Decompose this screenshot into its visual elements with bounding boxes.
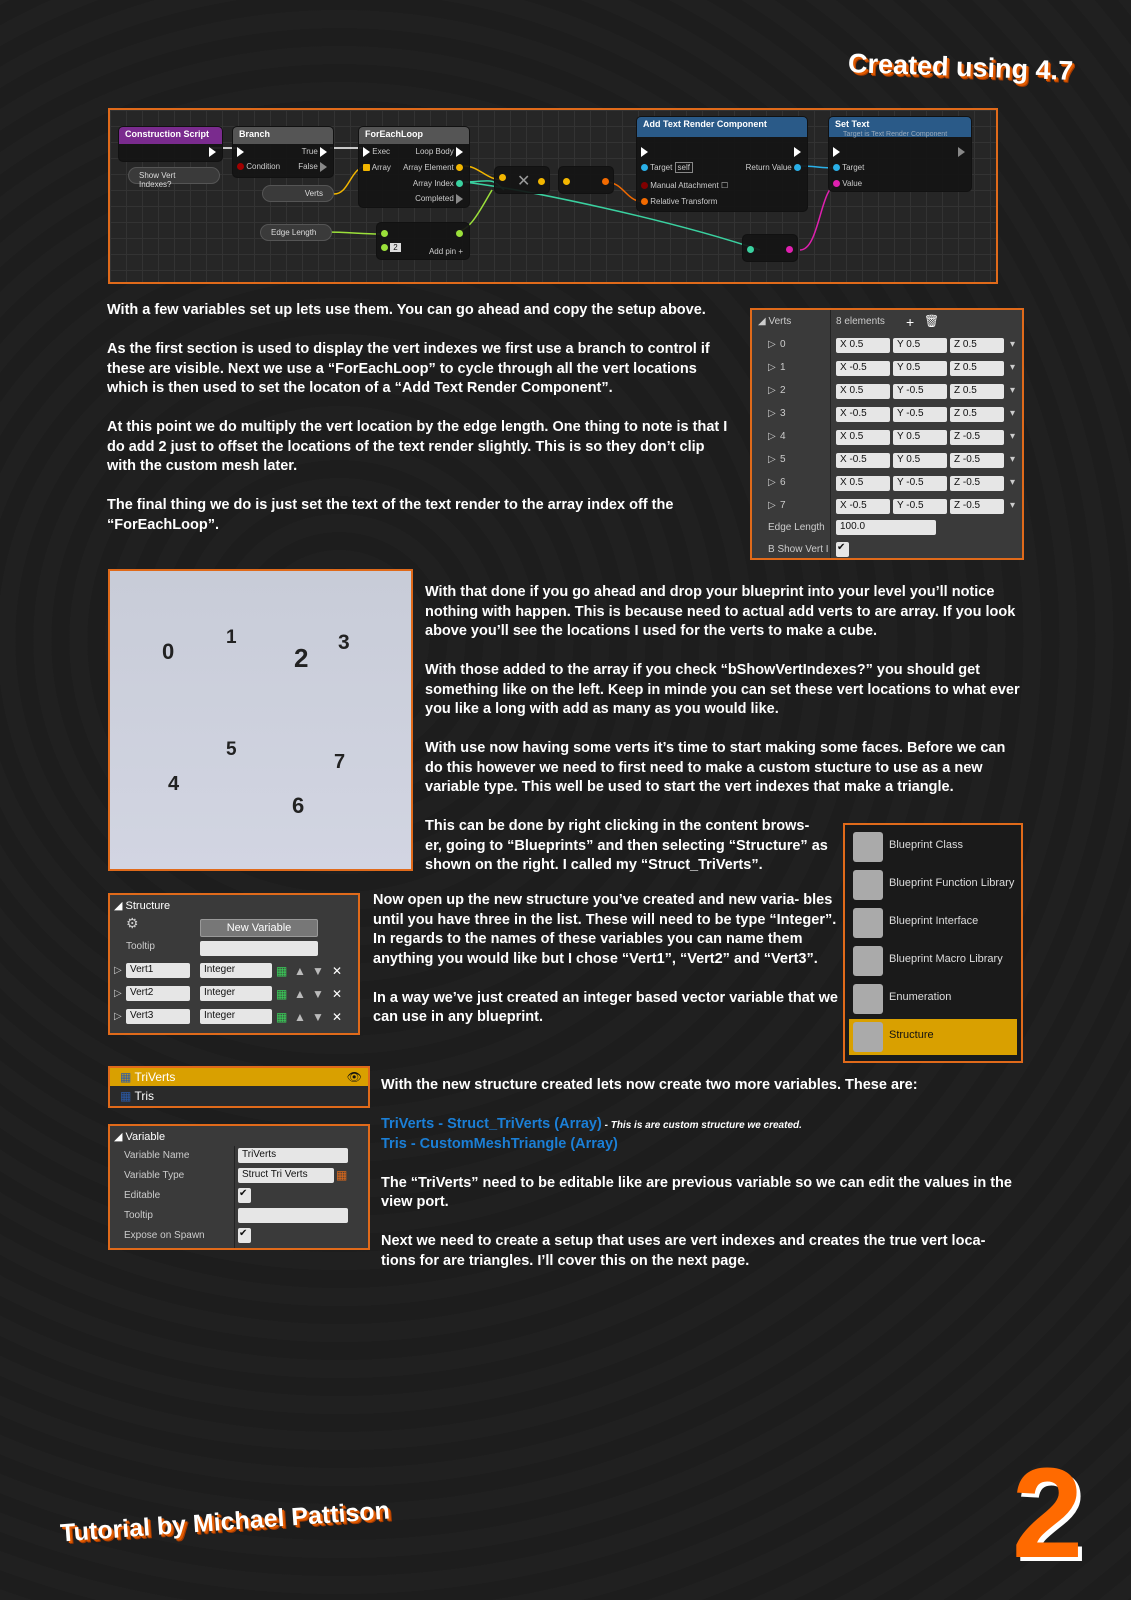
vert-z-field[interactable]	[950, 338, 1004, 353]
move-down-icon[interactable]: ▼	[312, 987, 324, 1001]
vert-x-field[interactable]	[836, 476, 890, 491]
vert-x-field[interactable]	[836, 384, 890, 399]
struct-var-type-label: Integer	[204, 964, 236, 975]
axis-label: Y	[897, 362, 907, 373]
foreachloop-node[interactable]	[358, 126, 470, 208]
vert-z-value: -0.5	[962, 477, 981, 488]
vert-index-label: 2	[294, 643, 309, 673]
expand-icon[interactable]: ▷	[768, 500, 776, 511]
struct-var-name[interactable]: Vert1	[126, 963, 190, 978]
dropdown-icon[interactable]: ▾	[1010, 454, 1016, 465]
add-pin-label[interactable]: Add pin	[428, 247, 457, 256]
intro-paragraph-2: As the first section is used to display the vert indexes we first use a branch to control if these are visible. Next we use a “ForEachLoop” to cycle through all the vert locations which is then used to set the locaton of a “Add Text Render Component”.	[107, 341, 710, 396]
array-icon[interactable]: ▦	[276, 987, 288, 1001]
axis-label: X	[840, 500, 850, 511]
add-text-render-title: Add Text Render Component	[637, 117, 807, 137]
new-variable-button[interactable]: New Variable	[200, 919, 318, 937]
menu-item-label: Blueprint Function Library	[889, 877, 1015, 889]
vert-z-field[interactable]	[950, 384, 1004, 399]
edge-length-label: Edge Length	[768, 522, 825, 533]
edge-length-var[interactable]: Edge Length	[260, 224, 332, 241]
foreach-completed-label: Completed	[415, 194, 454, 204]
axis-label: Z	[954, 477, 963, 488]
axis-label: Z	[954, 408, 963, 419]
to-text-node[interactable]	[742, 234, 798, 262]
move-down-icon[interactable]: ▼	[312, 1010, 324, 1024]
menu-item-label: Blueprint Class	[889, 839, 963, 851]
foreach-array-label: Array	[371, 163, 391, 172]
delete-icon[interactable]: ✕	[332, 987, 343, 1001]
expand-icon[interactable]: ▷	[768, 362, 776, 373]
vert-y-field[interactable]	[893, 499, 947, 514]
expand-icon[interactable]: ▷	[768, 477, 776, 488]
trash-icon[interactable]: 🗑	[924, 314, 940, 328]
vert-x-field[interactable]	[836, 407, 890, 422]
vert-z-value: -0.5	[962, 500, 981, 511]
dropdown-icon[interactable]: ▾	[1010, 385, 1016, 396]
vert-index: 2	[780, 385, 786, 396]
variable-row-label: Editable	[124, 1190, 161, 1201]
gear-icon: ⚙	[126, 915, 139, 931]
vert-index: 7	[780, 500, 786, 511]
menu-item-label: Blueprint Interface	[889, 915, 979, 927]
vert-y-value: 0.5	[906, 362, 921, 373]
triverts-line: TriVerts - Struct_TriVerts (Array)	[381, 1116, 602, 1132]
atr-manual-attachment-label: Manual Attachment	[650, 181, 719, 190]
structure-text	[373, 891, 838, 1047]
triverts-label: TriVerts	[134, 1070, 176, 1084]
final-text	[381, 1076, 1021, 1291]
axis-label: X	[840, 408, 850, 419]
vert-y-field[interactable]	[893, 476, 947, 491]
variable-row-label: Tooltip	[124, 1210, 153, 1221]
structure-title: Structure	[125, 900, 171, 912]
vert-row	[752, 336, 1022, 358]
vert-row	[752, 451, 1022, 473]
vert-row	[752, 497, 1022, 519]
expand-icon[interactable]: ▷	[768, 385, 776, 396]
vert-index: 1	[780, 362, 786, 373]
dropdown-icon[interactable]: ▾	[1010, 500, 1016, 511]
vert-x-value: -0.5	[849, 454, 867, 465]
menu-item[interactable]	[849, 981, 1017, 1017]
variable-row-label: Variable Type	[124, 1170, 185, 1181]
variable-row-field[interactable]: Struct Tri Verts	[238, 1168, 334, 1183]
set-text-node[interactable]	[828, 116, 972, 192]
vert-z-value: 0.5	[962, 362, 977, 373]
verts-count: 8 elements	[836, 316, 885, 327]
structure-panel	[108, 893, 360, 1035]
vert-y-value: -0.5	[906, 477, 924, 488]
exec-out-icon	[209, 147, 216, 157]
variable-title: Variable	[125, 1131, 166, 1143]
show-vert-checkbox[interactable]: ✔	[836, 542, 849, 557]
vert-index-label: 1	[226, 627, 237, 648]
struct-var-type-label: Integer	[204, 987, 236, 998]
structure-icon	[853, 1022, 883, 1052]
struct-var-name[interactable]: Vert3	[126, 1009, 190, 1024]
vert-z-value: 0.5	[962, 408, 977, 419]
construction-script-title: Construction Script	[119, 127, 222, 144]
axis-label: Z	[954, 339, 963, 350]
foreach-loop-body-label: Loop Body	[415, 147, 454, 157]
variable-item-triverts[interactable]	[110, 1068, 368, 1086]
vert-index-label: 4	[168, 773, 180, 795]
verts-label: Verts	[768, 316, 792, 327]
variable-row-field[interactable]: TriVerts	[238, 1148, 348, 1163]
final-paragraph-1: With the new structure created lets now create two more variables. These are:	[381, 1077, 918, 1093]
add-text-render-node[interactable]: Add Text Render Component Target self Manual Attachment ☐ Relative Transform Return Value	[636, 116, 808, 212]
axis-label: X	[840, 362, 850, 373]
vert-index: 4	[780, 431, 786, 442]
blueprint-graph	[108, 108, 998, 284]
middle-paragraph-4: This can be done by right clicking in the content brows- er, going to “Blueprints” and then selecting “Structure” as shown on the right. I called my “Struct_TriVerts”.	[425, 818, 828, 873]
middle-paragraph-3: With use now having some verts it’s time to start making some faces. Before we can do this however we need to first need to make a custom stucture to use as a new variable type. This well be used to start the vert indexes that make a triangle.	[425, 740, 1006, 795]
verts-details-panel	[750, 308, 1024, 560]
array-icon[interactable]: ▦	[276, 1010, 288, 1024]
foreach-array-index-label: Array Index	[412, 179, 454, 188]
structure-title-row: ◢ Structure	[114, 900, 171, 912]
set-text-target-label: Target	[842, 163, 865, 172]
menu-item-label: Blueprint Macro Library	[889, 953, 1003, 965]
array-icon[interactable]: ▦	[276, 964, 288, 978]
vert-z-field[interactable]	[950, 476, 1004, 491]
vert-index-label: 7	[334, 751, 346, 773]
enumeration-icon	[853, 984, 883, 1014]
vert-x-value: -0.5	[849, 408, 867, 419]
move-up-icon[interactable]: ▲	[294, 987, 306, 1001]
variable-checkbox[interactable]: ✔	[238, 1188, 251, 1203]
intro-paragraph-1: With a few variables set up lets use them. You can go ahead and copy the setup above.	[107, 302, 706, 318]
expand-icon[interactable]: ▷	[768, 339, 776, 350]
vert-y-value: -0.5	[906, 385, 924, 396]
axis-label: Z	[954, 500, 963, 511]
vert-z-value: -0.5	[962, 431, 981, 442]
vert-y-value: 0.5	[906, 339, 921, 350]
middle-paragraph-1: With that done if you go ahead and drop your blueprint into your level you’ll notice nothing with happen. This is because need to actual add verts to are array. If you look above you’ll see the locations I used for the verts to make a cube.	[425, 584, 1016, 639]
dropdown-icon[interactable]: ▾	[1010, 431, 1016, 442]
vert-z-field[interactable]	[950, 430, 1004, 445]
move-up-icon[interactable]: ▲	[294, 964, 306, 978]
final-paragraph-2: The “TriVerts” need to be editable like are previous variable so we can edit the values in the view port.	[381, 1174, 1012, 1210]
intro-paragraph-4: The final thing we do is just set the text of the text render to the array index off the “ForEachLoop”.	[107, 497, 674, 533]
menu-item[interactable]	[849, 867, 1017, 903]
variable-row-label: Variable Name	[124, 1150, 190, 1161]
vert-z-field[interactable]	[950, 407, 1004, 422]
vert-index: 3	[780, 408, 786, 419]
axis-label: Z	[954, 454, 963, 465]
vert-index: 5	[780, 454, 786, 465]
axis-label: X	[840, 454, 850, 465]
delete-icon[interactable]: ✕	[332, 1010, 343, 1024]
vert-x-value: 0.5	[849, 385, 864, 396]
show-vert-label: B Show Vert I	[768, 544, 829, 555]
vert-x-value: -0.5	[849, 500, 867, 511]
vert-y-value: 0.5	[906, 431, 921, 442]
show-vert-indexes-var[interactable]: Show Vert Indexes?	[128, 167, 220, 184]
expand-icon[interactable]: ▷	[768, 454, 776, 465]
verts-var[interactable]: Verts	[262, 185, 334, 202]
struct-var-name[interactable]: Vert2	[126, 986, 190, 1001]
axis-label: Y	[897, 408, 907, 419]
dropdown-icon[interactable]: ▾	[1010, 477, 1016, 488]
vert-y-value: 0.5	[906, 454, 921, 465]
vert-x-field[interactable]	[836, 361, 890, 376]
axis-label: Z	[954, 362, 963, 373]
variable-item-tris[interactable]	[110, 1087, 368, 1105]
macro-library-icon	[853, 946, 883, 976]
menu-item[interactable]	[849, 829, 1017, 865]
expand-icon[interactable]: ▷	[114, 988, 122, 999]
multiply-node[interactable]: ✕	[494, 166, 550, 194]
axis-label: X	[840, 431, 850, 442]
variable-list	[108, 1066, 370, 1108]
vert-index: 0	[780, 339, 786, 350]
vert-y-field[interactable]	[893, 430, 947, 445]
vert-x-field[interactable]	[836, 430, 890, 445]
intro-paragraph-3: At this point we do multiply the vert location by the edge length. One thing to note is that I do add 2 just to offset the locations of the text render slightly. This is so they don’t clip with the custom mesh later.	[107, 419, 728, 474]
atr-relative-transform-label: Relative Transform	[650, 197, 718, 206]
tris-label: Tris	[134, 1089, 155, 1103]
vert-x-value: 0.5	[849, 431, 864, 442]
content-browser-menu	[843, 823, 1023, 1063]
vert-row	[752, 428, 1022, 450]
vert-x-field[interactable]	[836, 338, 890, 353]
vert-z-field[interactable]	[950, 499, 1004, 514]
vert-z-value: 0.5	[962, 385, 977, 396]
vert-row	[752, 359, 1022, 381]
menu-item[interactable]	[849, 943, 1017, 979]
axis-label: Z	[954, 431, 963, 442]
variable-row-label: Expose on Spawn	[124, 1230, 205, 1241]
array-icon[interactable]: ▦	[336, 1168, 348, 1182]
vert-row	[752, 405, 1022, 427]
struct-var-type[interactable]	[200, 986, 272, 1001]
author-credit: Tutorial by Michael Pattison	[59, 1496, 391, 1548]
vert-index-label: 0	[162, 639, 175, 664]
menu-item-label: Structure	[889, 1029, 934, 1041]
variable-row-field[interactable]	[238, 1208, 348, 1223]
edge-length-field[interactable]: 100.0	[836, 520, 936, 535]
created-using-title: Created using 4.7	[847, 48, 1074, 86]
axis-label: Y	[897, 454, 907, 465]
struct-var-type[interactable]	[200, 963, 272, 978]
axis-label: X	[840, 477, 850, 488]
viewport-image	[108, 569, 413, 871]
grid-icon: ▦	[120, 1070, 132, 1084]
page-number: 2	[1011, 1442, 1083, 1585]
vert-index-label: 3	[338, 631, 350, 654]
variable-title-row: ◢ Variable	[114, 1131, 166, 1143]
axis-label: Y	[897, 431, 907, 442]
vert-y-field[interactable]	[893, 407, 947, 422]
middle-paragraph-2: With those added to the array if you check “bShowVertIndexes?” you should get something like on the left. Keep in minde you can set these vert locations to what ever you like a long with add as many as you would like.	[425, 662, 1020, 717]
expand-icon[interactable]: ▷	[114, 1011, 122, 1022]
eye-icon[interactable]: 👁	[346, 1070, 362, 1084]
vert-row	[752, 382, 1022, 404]
axis-label: Z	[954, 385, 963, 396]
axis-label: Y	[897, 385, 907, 396]
menu-item-label: Enumeration	[889, 991, 952, 1003]
axis-label: Y	[897, 477, 907, 488]
struct-var-type-label: Integer	[204, 1010, 236, 1021]
branch-node[interactable]	[232, 126, 334, 178]
branch-condition-label: Condition	[246, 162, 281, 171]
struct-var-type[interactable]	[200, 1009, 272, 1024]
axis-label: Y	[897, 339, 907, 350]
delete-icon[interactable]: ✕	[332, 964, 343, 978]
vert-x-value: -0.5	[849, 362, 867, 373]
middle-text	[425, 583, 1025, 817]
vert-y-value: -0.5	[906, 500, 924, 511]
intro-text	[107, 301, 732, 555]
move-up-icon[interactable]: ▲	[294, 1010, 306, 1024]
dropdown-icon[interactable]: ▾	[1010, 339, 1016, 350]
set-text-title: Set Text	[829, 117, 971, 137]
structure-paragraph-2: In a way we’ve just created an integer based vector variable that we can use in any blueprint.	[373, 989, 838, 1025]
variable-details-panel	[108, 1124, 370, 1250]
branch-false-label: False	[298, 162, 318, 172]
tooltip-label: Tooltip	[126, 941, 155, 952]
vert-index-label: 5	[226, 739, 237, 760]
vert-y-field[interactable]	[893, 361, 947, 376]
vert-z-value: 0.5	[962, 339, 977, 350]
vert-z-field[interactable]	[950, 453, 1004, 468]
vert-x-value: 0.5	[849, 477, 864, 488]
foreach-array-element-label: Array Element	[403, 163, 454, 172]
menu-item[interactable]	[849, 905, 1017, 941]
tooltip-field[interactable]	[200, 941, 318, 956]
set-text-value-label: Value	[842, 179, 863, 188]
construction-script-node[interactable]	[118, 126, 223, 162]
expand-icon[interactable]: ▷	[114, 965, 122, 976]
add-node[interactable]: 2 Add pin +	[376, 222, 470, 260]
set-text-subtitle: Target is Text Render Component	[843, 131, 948, 138]
expand-icon[interactable]: ▷	[768, 431, 776, 442]
make-transform-node[interactable]	[558, 166, 614, 194]
vert-y-value: -0.5	[906, 408, 924, 419]
interface-icon	[853, 908, 883, 938]
function-library-icon	[853, 870, 883, 900]
atr-target-label: Target	[650, 163, 673, 172]
axis-label: Y	[897, 500, 907, 511]
vert-y-field[interactable]	[893, 453, 947, 468]
vert-x-field[interactable]	[836, 499, 890, 514]
atr-return-value-label: Return Value	[745, 163, 792, 172]
add-element-icon[interactable]: +	[906, 314, 915, 330]
axis-label: X	[840, 385, 850, 396]
vert-z-field[interactable]	[950, 361, 1004, 376]
atr-self-label: self	[675, 162, 693, 173]
expand-icon[interactable]: ▷	[768, 408, 776, 419]
foreach-exec-label: Exec	[372, 147, 391, 157]
foreachloop-title: ForEachLoop	[359, 127, 469, 144]
dropdown-icon[interactable]: ▾	[1010, 408, 1016, 419]
vert-row	[752, 474, 1022, 496]
final-paragraph-3: Next we need to create a setup that uses are vert indexes and creates the true vert loca- tions for are triangles. I’ll cover this on the next page.	[381, 1233, 986, 1269]
vert-z-value: -0.5	[962, 454, 981, 465]
vert-y-field[interactable]	[893, 384, 947, 399]
menu-item[interactable]	[849, 1019, 1017, 1055]
dropdown-icon[interactable]: ▾	[1010, 362, 1016, 373]
class-icon	[853, 832, 883, 862]
branch-title: Branch	[233, 127, 333, 144]
triverts-note: - This is are custom structure we created.	[601, 1120, 802, 1131]
vert-x-value: 0.5	[849, 339, 864, 350]
move-down-icon[interactable]: ▼	[312, 964, 324, 978]
vert-index-label: 6	[292, 793, 305, 818]
axis-label: X	[840, 339, 850, 350]
vert-y-field[interactable]	[893, 338, 947, 353]
variable-checkbox[interactable]: ✔	[238, 1228, 251, 1243]
vert-x-field[interactable]	[836, 453, 890, 468]
verts-label-row: ◢ Verts	[758, 316, 792, 327]
grid-icon: ▦	[120, 1089, 132, 1103]
tris-line: Tris - CustomMeshTriangle (Array)	[381, 1135, 618, 1152]
add-value-field[interactable]: 2	[390, 243, 400, 252]
vert-index: 6	[780, 477, 786, 488]
structure-paragraph-1: Now open up the new structure you’ve created and new varia- bles until you have three in the list. These will need to be type “Integer”. In regards to the names of these variables you can name them anything you would like but I chose “Vert1”, “Vert2” and “Vert3”.	[373, 892, 837, 967]
branch-true-label: True	[301, 147, 318, 157]
